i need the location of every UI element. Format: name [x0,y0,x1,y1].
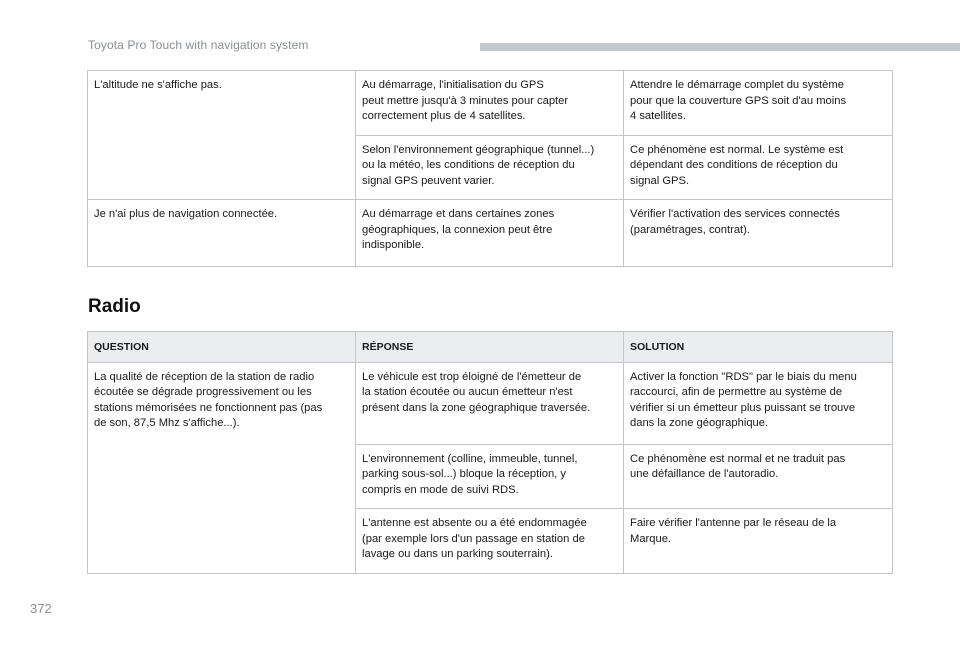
section-title-radio: Radio [88,296,141,317]
answer-cell: Au démarrage et dans certaines zones géographiques, la connexion peut être indisponible. [356,200,624,267]
solution-cell: Vérifier l'activation des services connectés (paramétrages, contrat). [624,200,893,267]
table-row [88,200,893,267]
solution-cell: Ce phénomène est normal. Le système est dépendant des conditions de réception du signal GPS. [624,135,893,200]
page-number: 372 [30,601,52,616]
column-header-solution: SOLUTION [624,332,893,363]
answer-cell: L'environnement (colline, immeuble, tunnel, parking sous-sol...) bloque la réception, y compris en mode de suivi RDS. [356,444,624,509]
table-row [88,71,893,136]
header-title: Toyota Pro Touch with navigation system [88,38,309,52]
solution-cell: Attendre le démarrage complet du système pour que la couverture GPS soit d'au moins 4 satellites. [624,71,893,136]
solution-cell: Ce phénomène est normal et ne traduit pas une défaillance de l'autoradio. [624,444,893,509]
column-header-question: QUESTION [88,332,356,363]
answer-cell: L'antenne est absente ou a été endommagée (par exemple lors d'un passage en station de lavage ou dans un parking souterrain). [356,509,624,574]
answer-cell: Le véhicule est trop éloigné de l'émetteur de la station écoutée ou aucun émetteur n'est présent dans la zone géographique traversée. [356,362,624,444]
column-header-answer: RÉPONSE [356,332,624,363]
answer-cell: Au démarrage, l'initialisation du GPS peut mettre jusqu'à 3 minutes pour capter correctement plus de 4 satellites. [356,71,624,136]
question-cell: L'altitude ne s'affiche pas. [88,71,356,200]
question-cell: La qualité de réception de la station de radio écoutée se dégrade progressivement ou les stations mémorisées ne fonctionnent pas (pas de son, 87,5 Mhz s'affiche...). [88,362,356,573]
answer-cell: Selon l'environnement géographique (tunnel...) ou la météo, les conditions de réception du signal GPS peuvent varier. [356,135,624,200]
table-row [88,362,893,444]
header-bar [480,43,960,51]
question-cell: Je n'ai plus de navigation connectée. [88,200,356,267]
solution-cell: Faire vérifier l'antenne par le réseau de la Marque. [624,509,893,574]
gps-troubleshooting-table [87,70,893,267]
solution-cell: Activer la fonction "RDS" par le biais du menu raccourci, afin de permettre au système de vérifier si un émetteur plus puissant se trouve dans la zone géographique. [624,362,893,444]
table-header-row [88,332,893,363]
radio-troubleshooting-table [87,331,893,574]
